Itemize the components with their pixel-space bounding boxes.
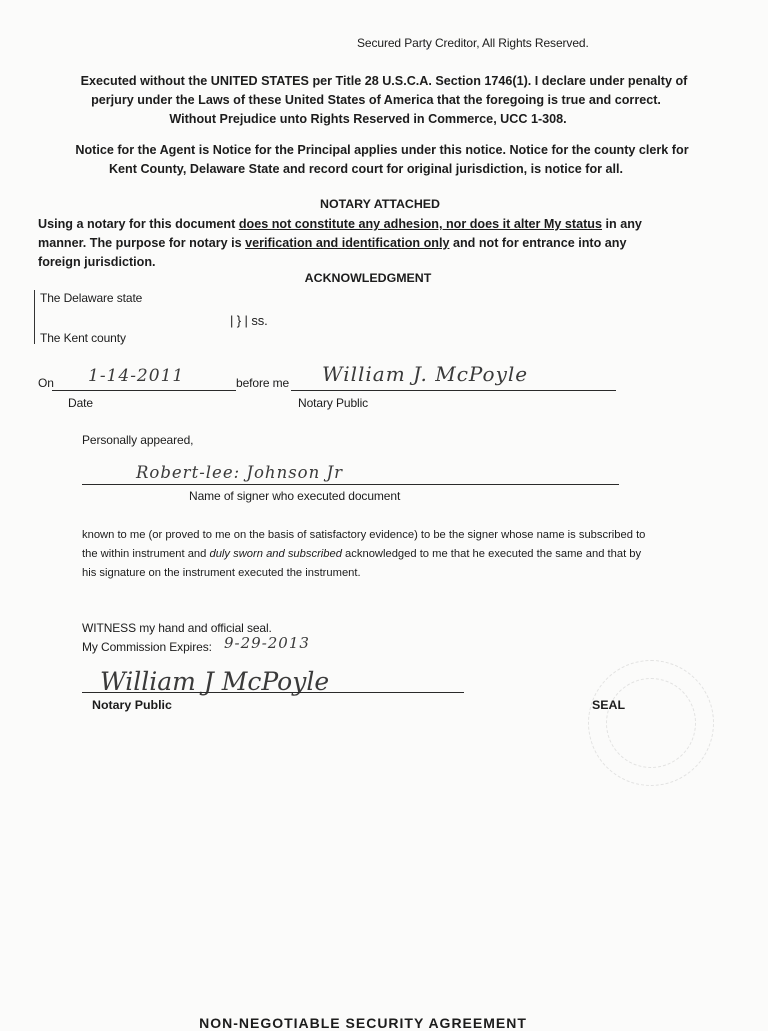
acknowledgment-heading: ACKNOWLEDGMENT <box>304 271 432 285</box>
date-handwritten: 1-14-2011 <box>88 366 185 386</box>
notary-attached-line-3: foreign jurisdiction. <box>38 255 156 269</box>
before-me-label: before me <box>236 376 290 390</box>
embossed-seal-inner <box>606 678 696 768</box>
notary-public-caption: Notary Public <box>298 396 369 410</box>
notary-text: manner. The purpose for notary is <box>38 236 246 250</box>
ack-body-line-1: known to me (or proved to me on the basis of satisfactory evidence) to be the signer whose name is subscribed to <box>82 529 646 541</box>
notary-attached-line-1 <box>38 215 642 234</box>
notary-public-label: Notary Public <box>92 698 172 712</box>
commission-expires-label: My Commission Expires: <box>82 640 212 654</box>
notary-attached-line-2 <box>38 234 627 253</box>
date-caption: Date <box>68 396 93 410</box>
notary-text: in any <box>602 217 642 231</box>
seal-label: SEAL <box>592 698 626 712</box>
notice-line-1: Notice for the Agent is Notice for the Principal applies under this notice. Notice for the county clerk for <box>75 143 689 157</box>
notary-name-handwritten: William J. McPoyle <box>322 362 529 386</box>
notary-signature: William J McPoyle <box>100 667 330 696</box>
venue-county: The Kent county <box>40 331 126 345</box>
witness-line: WITNESS my hand and official seal. <box>82 621 272 635</box>
notice-line-2: Kent County, Delaware State and record court for original jurisdiction, is notice for all. <box>108 162 624 176</box>
declaration-line-1: Executed without the UNITED STATES per Title 28 U.S.C.A. Section 1746(1). I declare under penalty of <box>80 74 688 88</box>
ack-body-line-2 <box>82 545 641 564</box>
signer-name-line <box>82 484 619 485</box>
notary-underlined-text: does not constitute any adhesion, nor does it alter My status <box>238 217 603 231</box>
next-page-heading: NON-NEGOTIABLE SECURITY AGREEMENT <box>199 1015 527 1031</box>
venue-bracket <box>34 290 35 344</box>
reservation-line: Secured Party Creditor, All Rights Reserved. <box>357 36 589 50</box>
notary-underlined-text: verification and identification only <box>245 236 450 250</box>
ack-body-italic: duly sworn and subscribed <box>209 548 342 560</box>
venue-ss: | } | ss. <box>230 313 268 328</box>
notary-signature-line <box>82 692 464 693</box>
personally-appeared: Personally appeared, <box>82 433 194 447</box>
notary-name-line <box>291 390 616 391</box>
commission-expires-date: 9-29-2013 <box>224 634 310 652</box>
date-line <box>52 390 236 391</box>
notary-text: Using a notary for this document <box>38 217 239 231</box>
ack-body-text: the within instrument and <box>82 548 210 560</box>
on-label: On <box>38 376 54 390</box>
signer-caption: Name of signer who executed document <box>189 489 401 503</box>
declaration-line-3: Without Prejudice unto Rights Reserved in Commerce, UCC 1-308. <box>169 112 567 126</box>
notary-attached-heading: NOTARY ATTACHED <box>320 197 440 211</box>
signer-name-handwritten: Robert-lee: Johnson Jr <box>136 463 343 482</box>
ack-body-line-3: his signature on the instrument executed the instrument. <box>82 567 361 579</box>
notary-text: and not for entrance into any <box>449 236 627 250</box>
ack-body-text: acknowledged to me that he executed the same and that by <box>341 548 642 560</box>
venue-state: The Delaware state <box>40 291 143 305</box>
declaration-line-2: perjury under the Laws of these United States of America that the foregoing is true and correct. <box>91 93 661 107</box>
